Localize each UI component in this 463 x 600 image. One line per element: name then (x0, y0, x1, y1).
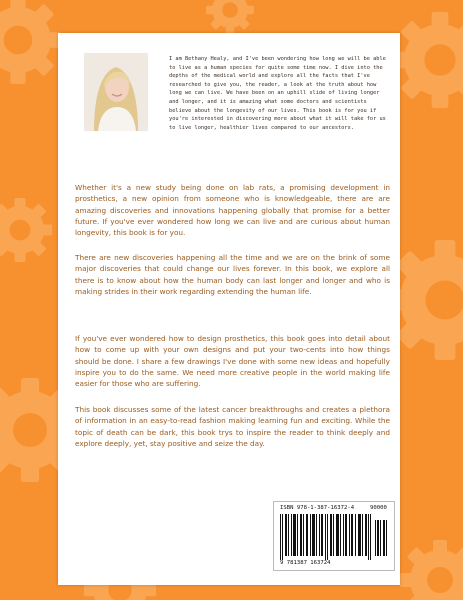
isbn-label: ISBN 978-1-387-16372-4 (280, 505, 355, 511)
barcode-bars (280, 514, 388, 560)
description-paragraph-2: There are new discoveries happening all the time and we are on the brink of some major discoveries that could change our lives forever. In this book, we explore all there is to know about how the human body can last longer and longer and who is making strides in their work regarding extending the human life. (75, 253, 390, 296)
author-photo (84, 53, 148, 131)
description-paragraph-3: If you've ever wondered how to design prosthetics, this book goes into detail about how to come up with your own designs and put your two-cents into how things should be done. I share a few drawings I've done with some new ideas and hopefully inspire you to do the same. We need more creative people in the world making life easier for those who are suffering. (75, 334, 390, 389)
barcode-digits: 9 781387 163724 (280, 560, 331, 566)
author-bio: I am Bethany Healy, and I've been wondering how long we will be able to live as a human species for quite some time now. I dive into the depths of the medical world and explore all the facts that I've researched to give you, the reader, a look at the truth about how long we can live. We have been on an uphill slide of living longer and longer, and it is amazing what some doctors and scientists believe about the longevity of our lives. This book is for you if you're interested in discovering more about what it will take for us to live longer, healthier lives compared to our ancestors. (169, 56, 386, 131)
description-paragraph-4: This book discusses some of the latest cancer breakthroughs and creates a plethora of information in an easy-to-read fashion making learning fun and exciting. While the topic of death can be dark, this book trys to inspire the reader to think deeply and explore deeply, yet, stay positive and seize the day. (75, 405, 390, 448)
isbn-barcode (273, 501, 395, 571)
back-cover-panel (58, 33, 400, 585)
description-paragraph-1: Whether it's a new study being done on lab rats, a promising development in prosthetics, a new opinion from someone who is knowledgeable, there are are amazing discoveries and innovations happening globally that promise for a better future. If you've ever wondered how long we can live and are curious about human longevity, this book is for you. (75, 183, 390, 238)
barcode-addon: 90000 (370, 505, 387, 511)
